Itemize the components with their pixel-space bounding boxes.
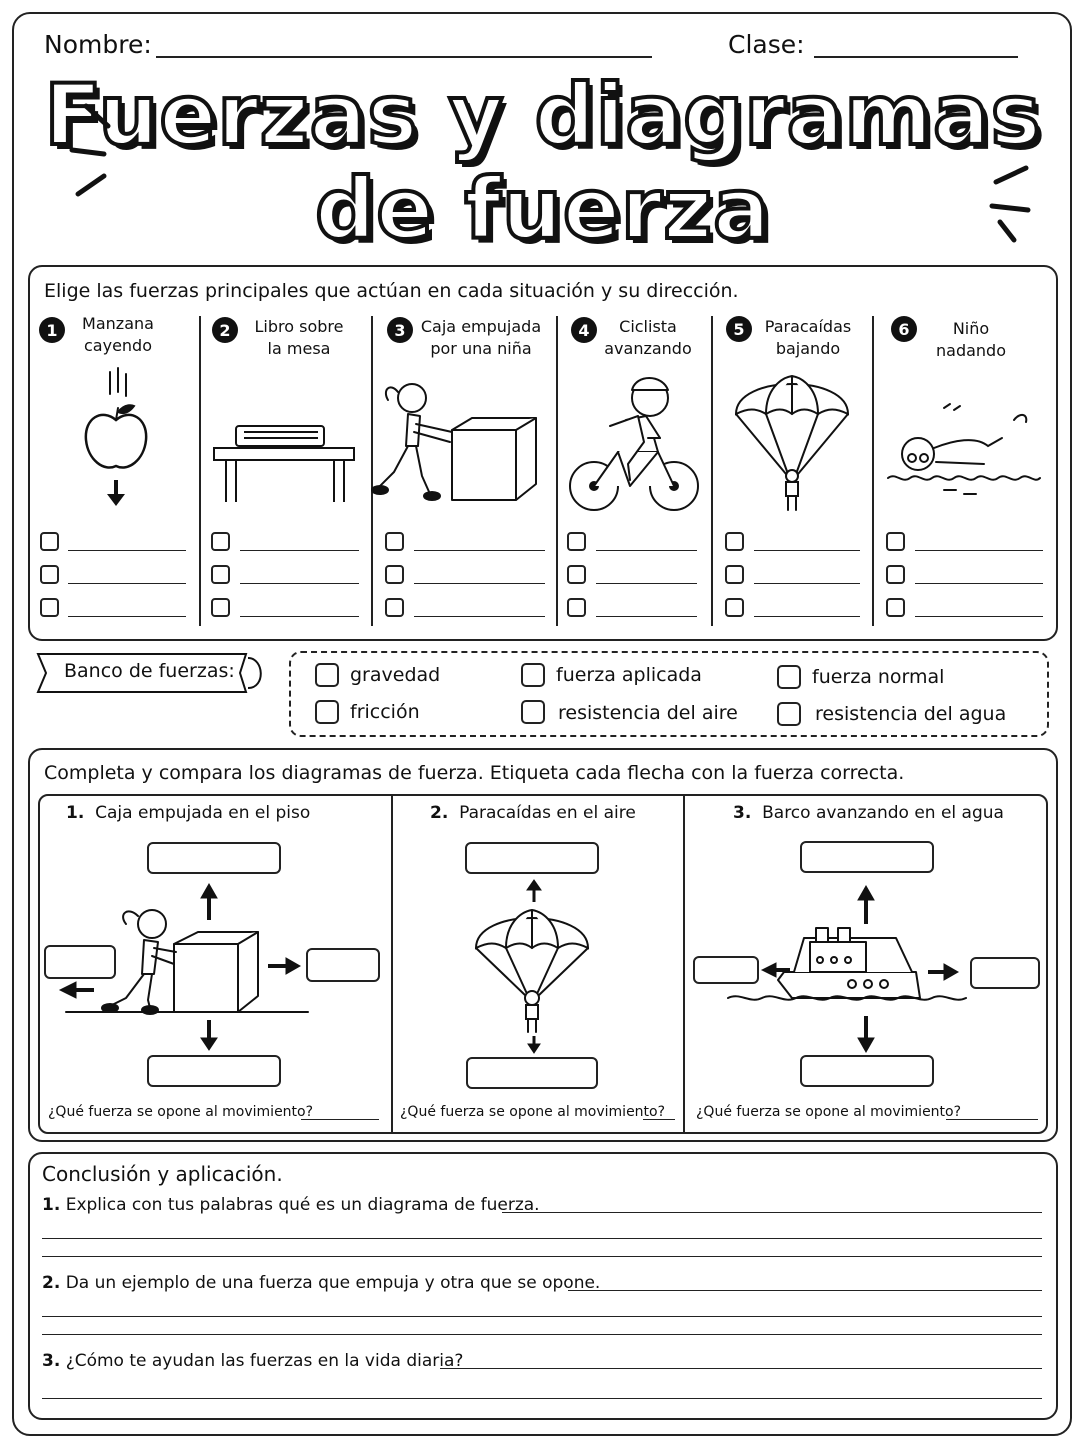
answer-line[interactable] xyxy=(42,1238,1042,1239)
label-box-right-3[interactable] xyxy=(970,957,1040,989)
class-label: Clase: xyxy=(728,30,805,59)
parachute-diagram-icon xyxy=(472,878,596,1054)
diagram-question-2: ¿Qué fuerza se opone al movimiento? xyxy=(400,1104,666,1120)
force-answer-line-5-2[interactable] xyxy=(754,583,860,584)
force-answer-line-2-2[interactable] xyxy=(240,583,359,584)
diagram-answer-line-2[interactable] xyxy=(643,1119,675,1120)
bank-option-resistencia-aire: resistencia del aire xyxy=(558,702,738,724)
force-answer-line-6-1[interactable] xyxy=(915,550,1043,551)
force-checkbox-6-1[interactable] xyxy=(886,532,905,551)
girl-pushing-box-icon xyxy=(372,376,542,508)
name-label: Nombre: xyxy=(44,30,152,59)
force-checkbox-3-1[interactable] xyxy=(385,532,404,551)
sparkle-left-icon xyxy=(64,98,124,208)
label-box-down-3[interactable] xyxy=(800,1055,934,1087)
bank-option-fuerza-normal: fuerza normal xyxy=(812,666,945,688)
force-checkbox-1-3[interactable] xyxy=(40,598,59,617)
apple-icon xyxy=(76,368,156,513)
force-answer-line-3-3[interactable] xyxy=(414,616,545,617)
bank-option-gravedad: gravedad xyxy=(350,664,441,686)
force-answer-line-3-1[interactable] xyxy=(414,550,545,551)
conclusion-question-1: 1. Explica con tus palabras qué es un diagrama de fuerza. xyxy=(42,1195,540,1215)
item-title-5: Paracaídas bajando xyxy=(764,317,852,359)
name-field[interactable] xyxy=(156,56,652,58)
answer-line[interactable] xyxy=(42,1256,1042,1257)
item-number-1: 1 xyxy=(39,317,65,343)
column-divider xyxy=(711,316,713,626)
bank-checkbox-gravedad[interactable] xyxy=(315,663,339,687)
force-answer-line-1-1[interactable] xyxy=(68,550,186,551)
bank-checkbox-resistencia-agua[interactable] xyxy=(777,702,801,726)
label-box-up-2[interactable] xyxy=(465,842,599,874)
force-checkbox-4-3[interactable] xyxy=(567,598,586,617)
parachute-icon xyxy=(732,366,852,516)
label-box-right-1[interactable] xyxy=(306,948,380,982)
item-title-6: Niño nadando xyxy=(936,319,1006,361)
section2-instruction: Completa y compara los diagramas de fuerza. Etiqueta cada flecha con la fuerza correcta. xyxy=(44,762,905,784)
force-answer-line-5-3[interactable] xyxy=(754,616,860,617)
swimmer-icon xyxy=(884,400,1044,500)
item-title-3: Caja empujada por una niña xyxy=(420,317,542,359)
answer-line[interactable] xyxy=(568,1290,1042,1291)
force-checkbox-2-1[interactable] xyxy=(211,532,230,551)
answer-line[interactable] xyxy=(42,1334,1042,1335)
section1-instruction: Elige las fuerzas principales que actúan en cada situación y su dirección. xyxy=(44,280,739,302)
diagram-title-2: 2. Paracaídas en el aire xyxy=(430,803,636,823)
diagram-answer-line-3[interactable] xyxy=(946,1119,1038,1120)
label-box-down-2[interactable] xyxy=(466,1057,598,1089)
force-answer-line-3-2[interactable] xyxy=(414,583,545,584)
bank-checkbox-fuerza-normal[interactable] xyxy=(777,665,801,689)
book-on-table-icon xyxy=(210,418,360,508)
answer-line[interactable] xyxy=(42,1316,1042,1317)
force-checkbox-1-1[interactable] xyxy=(40,532,59,551)
force-answer-line-2-1[interactable] xyxy=(240,550,359,551)
item-title-4: Ciclista avanzando xyxy=(604,317,692,359)
force-checkbox-5-3[interactable] xyxy=(725,598,744,617)
cyclist-icon xyxy=(566,368,702,513)
diagram-divider xyxy=(683,795,685,1133)
sparkle-right-icon xyxy=(982,160,1042,250)
diagram-answer-line-1[interactable] xyxy=(301,1119,379,1120)
force-answer-line-5-1[interactable] xyxy=(754,550,860,551)
answer-line[interactable] xyxy=(502,1212,1042,1213)
diagram-title-3: 3. Barco avanzando en el agua xyxy=(733,803,1004,823)
title-line-2: de fuerza xyxy=(315,160,771,258)
force-checkbox-4-2[interactable] xyxy=(567,565,586,584)
column-divider xyxy=(556,316,558,626)
force-answer-line-4-2[interactable] xyxy=(596,583,697,584)
label-box-up-1[interactable] xyxy=(147,842,281,874)
bank-option-friccion: fricción xyxy=(350,701,420,723)
force-checkbox-6-3[interactable] xyxy=(886,598,905,617)
item-number-4: 4 xyxy=(571,317,597,343)
item-number-5: 5 xyxy=(726,316,752,342)
conclusion-question-3: 3. ¿Cómo te ayudan las fuerzas en la vida diaria? xyxy=(42,1351,464,1371)
column-divider xyxy=(199,316,201,626)
item-title-2: Libro sobre la mesa xyxy=(254,317,344,359)
diagram-question-3: ¿Qué fuerza se opone al movimiento? xyxy=(696,1104,962,1120)
force-checkbox-5-2[interactable] xyxy=(725,565,744,584)
force-checkbox-6-2[interactable] xyxy=(886,565,905,584)
conclusion-question-2: 2. Da un ejemplo de una fuerza que empuja y otra que se opone. xyxy=(42,1273,601,1293)
conclusion-title: Conclusión y aplicación. xyxy=(42,1162,283,1186)
force-checkbox-4-1[interactable] xyxy=(567,532,586,551)
force-checkbox-3-3[interactable] xyxy=(385,598,404,617)
force-answer-line-4-1[interactable] xyxy=(596,550,697,551)
diagram-question-1: ¿Qué fuerza se opone al movimiento? xyxy=(48,1104,314,1120)
bank-checkbox-friccion[interactable] xyxy=(315,700,339,724)
label-box-down-1[interactable] xyxy=(147,1055,281,1087)
diagram-divider xyxy=(391,795,393,1133)
force-checkbox-5-1[interactable] xyxy=(725,532,744,551)
force-answer-line-6-2[interactable] xyxy=(915,583,1043,584)
answer-line[interactable] xyxy=(440,1368,1042,1369)
diagram-title-1: 1. Caja empujada en el piso xyxy=(66,803,311,823)
bank-checkbox-resistencia-aire[interactable] xyxy=(521,700,545,724)
force-checkbox-1-2[interactable] xyxy=(40,565,59,584)
label-box-up-3[interactable] xyxy=(800,841,934,873)
bank-label: Banco de fuerzas: xyxy=(64,660,235,682)
class-field[interactable] xyxy=(814,56,1018,58)
item-number-2: 2 xyxy=(212,317,238,343)
bank-option-resistencia-agua: resistencia del agua xyxy=(815,703,1007,725)
item-number-6: 6 xyxy=(891,316,917,342)
item-number-3: 3 xyxy=(387,317,413,343)
bank-checkbox-fuerza-aplicada[interactable] xyxy=(521,663,545,687)
answer-line[interactable] xyxy=(42,1398,1042,1399)
force-checkbox-2-2[interactable] xyxy=(211,565,230,584)
force-answer-line-6-3[interactable] xyxy=(915,616,1043,617)
item-title-1: Manzana cayendo xyxy=(82,314,154,356)
column-divider xyxy=(872,316,874,626)
force-checkbox-3-2[interactable] xyxy=(385,565,404,584)
force-answer-line-4-3[interactable] xyxy=(596,616,697,617)
force-answer-line-1-3[interactable] xyxy=(68,616,186,617)
force-answer-line-1-2[interactable] xyxy=(68,583,186,584)
bank-option-fuerza-aplicada: fuerza aplicada xyxy=(556,664,702,686)
girl-pushing-box-diagram-icon xyxy=(54,880,304,1050)
force-answer-line-2-3[interactable] xyxy=(240,616,359,617)
title-line-1: Fuerzas y diagramas xyxy=(44,66,1042,164)
force-checkbox-2-3[interactable] xyxy=(211,598,230,617)
ship-icon xyxy=(720,880,968,1056)
